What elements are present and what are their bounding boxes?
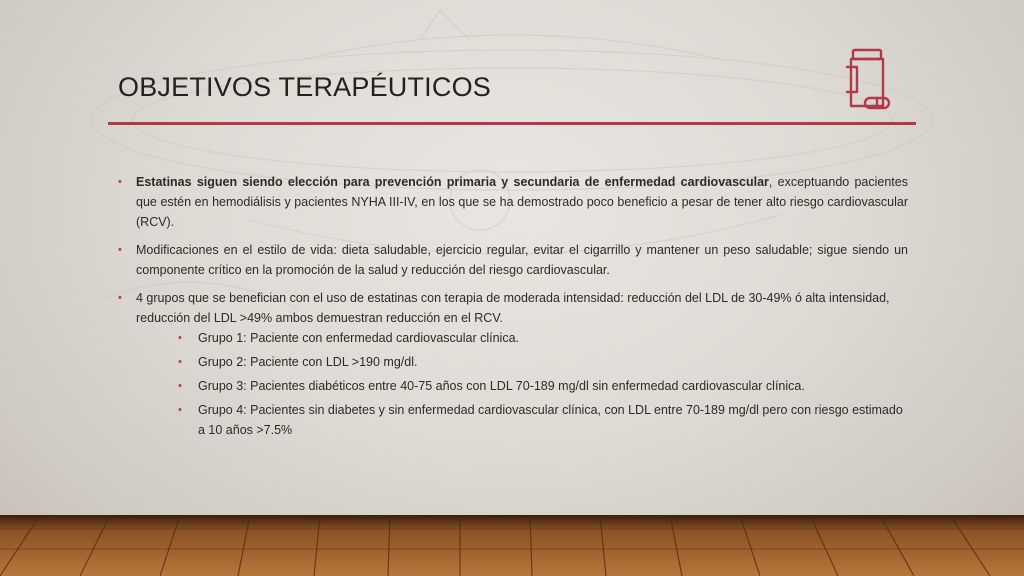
bullet-bold-text: Estatinas siguen siendo elección para prevención primaria y secundaria de enfermedad cardiovascular xyxy=(136,175,769,189)
list-item xyxy=(118,240,908,280)
slide-body xyxy=(118,172,908,448)
list-item xyxy=(178,376,908,396)
main-bullet-list xyxy=(118,172,908,440)
bullet-marker: • xyxy=(178,380,182,392)
slide-title: OBJETIVOS TERAPÉUTICOS xyxy=(118,72,491,102)
list-item xyxy=(118,172,908,232)
bullet-marker: • xyxy=(118,292,122,304)
group-text: Grupo 2: Paciente con LDL >190 mg/dl. xyxy=(198,355,418,369)
group-text: Grupo 1: Paciente con enfermedad cardiovascular clínica. xyxy=(198,331,520,345)
bullet-marker: • xyxy=(178,332,182,344)
title-divider xyxy=(108,122,916,125)
bullet-marker: • xyxy=(178,404,182,416)
bullet-text: 4 grupos que se benefician con el uso de estatinas con terapia de moderada intensidad: reducción del LDL de 30-49% ó alta intensidad, reducción del LDL >49% ambos demuestran reducción en el RCV. xyxy=(136,291,890,325)
list-item xyxy=(178,352,908,372)
bullet-marker: • xyxy=(118,244,122,256)
bullet-text: , exceptuando pacientes que estén en hemodiálisis y pacientes NYHA III-IV, en los que se ha demostrado poco beneficio a pesar de tener alto riesgo cardiovascular (RCV). xyxy=(136,175,908,229)
bullet-marker: • xyxy=(178,356,182,368)
wood-floor xyxy=(0,515,1024,576)
group-sublist xyxy=(136,328,908,440)
list-item xyxy=(178,400,908,440)
list-item xyxy=(178,328,908,348)
bullet-marker: • xyxy=(118,176,122,188)
list-item xyxy=(118,288,908,440)
bullet-text: Modificaciones en el estilo de vida: dieta saludable, ejercicio regular, evitar el cigarrillo y mantener un peso saludable; sigue siendo un componente crítico en la promoción de la salud y reducción del riesgo cardiovascular. xyxy=(136,243,908,277)
group-text: Grupo 4: Pacientes sin diabetes y sin enfermedad cardiovascular clínica, con LDL entre 70-189 mg/dl pero con riesgo estimado a 10 años >7.5% xyxy=(198,403,903,437)
group-text: Grupo 3: Pacientes diabéticos entre 40-75 años con LDL 70-189 mg/dl sin enfermedad cardiovascular clínica. xyxy=(198,379,805,393)
pill-bottle-icon xyxy=(843,46,895,110)
